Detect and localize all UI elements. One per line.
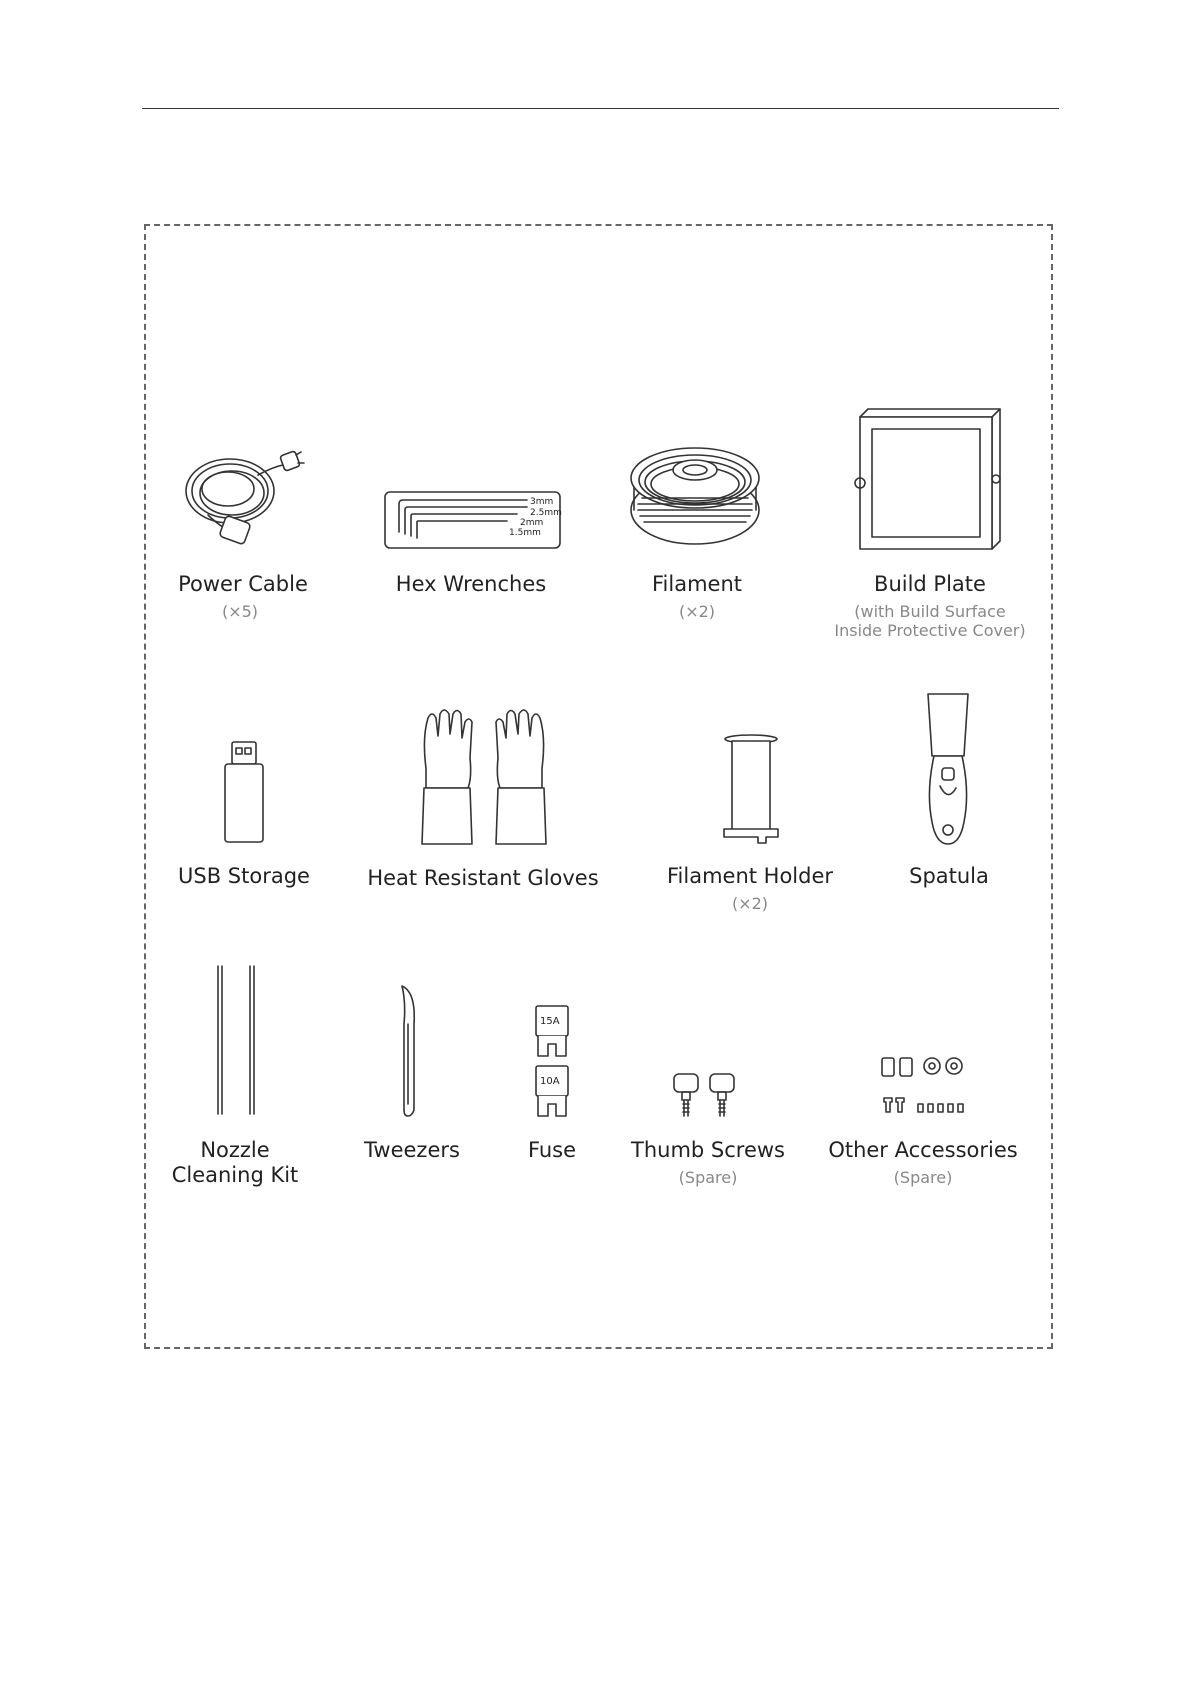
item-sub-other-accessories: (Spare) bbox=[893, 1168, 953, 1187]
power-cable-icon bbox=[178, 445, 308, 545]
thumb-screws-icon bbox=[670, 1072, 742, 1120]
fuse-rating-10a: 10A bbox=[540, 1076, 560, 1087]
hex-size-1-5: 1.5mm bbox=[509, 528, 541, 538]
item-label-build-plate: Build Plate bbox=[874, 572, 986, 596]
item-sub-filament-holder: (×2) bbox=[731, 894, 769, 913]
item-sub-thumb-screws: (Spare) bbox=[678, 1168, 738, 1187]
item-label-filament-holder: Filament Holder bbox=[666, 864, 834, 888]
fuse-rating-15a: 15A bbox=[540, 1016, 560, 1027]
item-label-usb-storage: USB Storage bbox=[178, 864, 310, 888]
hex-wrenches-icon bbox=[385, 490, 560, 550]
header-rule bbox=[142, 108, 1059, 109]
other-accessories-icon bbox=[880, 1054, 972, 1118]
hex-size-3: 3mm bbox=[530, 497, 554, 507]
item-label-filament: Filament bbox=[651, 572, 743, 596]
hex-size-2: 2mm bbox=[520, 518, 544, 528]
heat-resistant-gloves-icon bbox=[420, 708, 550, 846]
usb-storage-icon bbox=[222, 740, 266, 845]
item-label-spatula: Spatula bbox=[909, 864, 989, 888]
hex-size-2-5: 2.5mm bbox=[530, 508, 562, 518]
item-label-nozzle-cleaning-kit: Nozzle Cleaning Kit bbox=[171, 1138, 299, 1187]
item-sub-build-plate: (with Build Surface Inside Protective Cover) bbox=[834, 602, 1026, 640]
item-label-gloves: Heat Resistant Gloves bbox=[367, 866, 599, 890]
build-plate-icon bbox=[856, 405, 1004, 555]
item-sub-power-cable: (×5) bbox=[221, 602, 259, 621]
item-label-fuse: Fuse bbox=[527, 1138, 577, 1162]
item-label-power-cable: Power Cable bbox=[178, 572, 308, 596]
item-label-thumb-screws: Thumb Screws bbox=[631, 1138, 785, 1162]
item-sub-filament: (×2) bbox=[678, 602, 716, 621]
item-label-other-accessories: Other Accessories bbox=[828, 1138, 1018, 1162]
nozzle-cleaning-kit-icon bbox=[212, 964, 262, 1117]
fuse-icon bbox=[534, 1004, 570, 1118]
spatula-icon bbox=[920, 692, 976, 845]
tweezers-icon bbox=[398, 984, 426, 1118]
filament-spool-icon bbox=[628, 448, 763, 548]
item-label-tweezers: Tweezers bbox=[364, 1138, 460, 1162]
item-label-hex-wrenches: Hex Wrenches bbox=[395, 572, 547, 596]
filament-holder-icon bbox=[720, 733, 782, 845]
